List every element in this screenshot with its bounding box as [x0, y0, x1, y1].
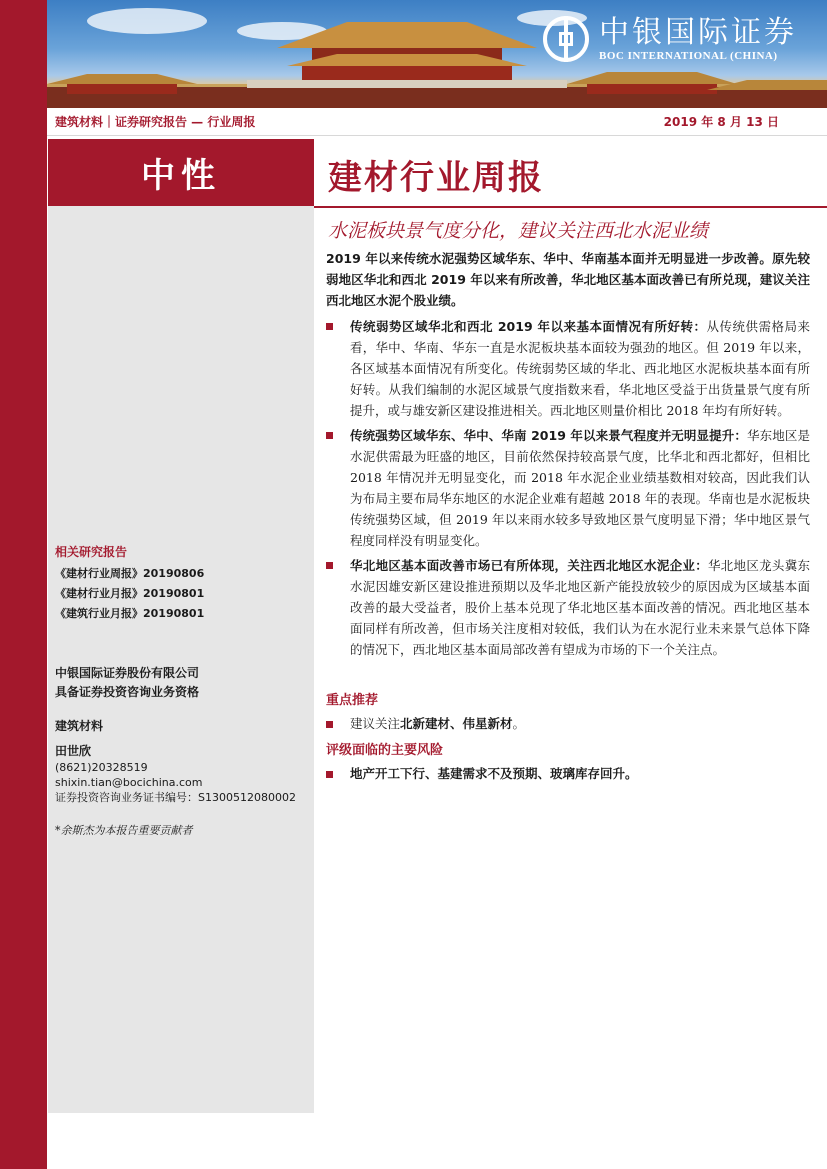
related-report-link[interactable]: 《建材行业月报》20190801: [55, 587, 205, 600]
bullet-square-icon: [326, 432, 333, 439]
contributor-note: *余斯杰为本报告重要贡献者: [55, 824, 193, 837]
risk-section: [326, 731, 810, 784]
page-title: 建材行业周报: [328, 158, 544, 198]
summary-paragraph: 2019 年以来传统水泥强势区域华东、华中、华南基本面并无明显进一步改善。原先较弱地区华北和西北 2019 年以来有所改善，华北地区基本面改善已有所兑现，建议关注西北地区水泥个股业绩。: [326, 251, 810, 308]
risk-heading: 评级面临的主要风险: [326, 743, 444, 758]
analyst-name: 田世欣: [55, 744, 92, 758]
recommendation-heading: 重点推荐: [326, 693, 379, 708]
sector-label: 建筑材料: [55, 719, 104, 733]
boc-emblem-icon: [543, 16, 589, 62]
analyst-license: 证券投资咨询业务证书编号：S1300512080002: [55, 791, 296, 804]
report-date: 2019 年 8 月 13 日: [663, 115, 779, 129]
list-item: [326, 425, 810, 551]
bullet-heading: 传统弱势区域华北和西北 2019 年以来基本面情况有所好转：: [350, 319, 707, 334]
sidebar-panel: [48, 206, 314, 1113]
bullet-square-icon: [326, 721, 333, 728]
recommendation-section: [326, 681, 810, 734]
bullet-heading: 华北地区基本面改善市场已有所体现，关注西北地区水泥企业：: [350, 558, 708, 573]
bullet-text: 从传统供需格局来看，华中、华南、华东一直是水泥板块基本面较为强劲的地区。但 2019 年以来，各区域基本面情况有所变化。传统弱势区域的华北、西北地区水泥板块基本面有所好转。从我们编制的水泥区域景气度指数来看，华北地区受益于出货量景气度有所提升，或与雄安新区建设推进相关。西北地区则量价相比 2018 年均有所好转。: [350, 319, 810, 418]
recommendation-stocks: 北新建材、伟星新材: [400, 716, 513, 731]
bullet-list: [326, 316, 810, 664]
recommendation-prefix: 建议关注: [350, 716, 401, 731]
risk-text: 地产开工下行、基建需求不及预期、玻璃库存回升。: [350, 766, 638, 781]
boci-logo: [543, 16, 797, 62]
bullet-square-icon: [326, 323, 333, 330]
company-info: [55, 664, 199, 702]
logo-chinese-name: 中银国际证券: [599, 15, 797, 50]
breadcrumb: 建筑材料｜证券研究报告 — 行业周报: [55, 115, 256, 129]
title-divider: [314, 206, 827, 208]
bullet-heading: 传统强势区域华东、华中、华南 2019 年以来景气程度并无明显提升：: [350, 428, 748, 443]
analyst-contact: [55, 760, 296, 805]
company-qualification: 具备证券投资咨询业务资格: [55, 685, 200, 699]
related-report-link[interactable]: 《建筑行业月报》20190801: [55, 607, 205, 620]
header-banner: [47, 0, 827, 108]
related-reports-heading: 相关研究报告: [55, 545, 128, 559]
company-name: 中银国际证券股份有限公司: [55, 666, 200, 680]
related-report-link[interactable]: 《建材行业周报》20190806: [55, 567, 205, 580]
list-item: [326, 555, 810, 660]
related-reports-list: [55, 564, 204, 624]
left-brand-strip: [0, 0, 47, 1169]
recommendation-suffix: 。: [512, 716, 526, 731]
analyst-phone: (8621)20328519: [55, 761, 148, 774]
bullet-square-icon: [326, 771, 333, 778]
bullet-square-icon: [326, 562, 333, 569]
list-item: [326, 316, 810, 421]
bullet-text: 华东地区是水泥供需最为旺盛的地区，目前依然保持较高景气度，比华北和西北都好，但相比 2018 年情况并无明显变化，而 2018 年水泥企业业绩基数相对较高，因此我们认为布局主要布局华东地区的水泥企业难有超越 2018 年的表现。华南也是水泥板块传统强势区域，但 2019 年以来雨水较多导致地区景气度明显下滑；华中地区景气程度同样没有明显变化。: [350, 428, 810, 548]
rating-badge: 中性: [48, 139, 314, 206]
analyst-email[interactable]: shixin.tian@bocichina.com: [55, 776, 203, 789]
list-item: [326, 764, 810, 784]
logo-english-name: BOC INTERNATIONAL (CHINA): [599, 50, 778, 62]
page-subtitle: 水泥板块景气度分化，建议关注西北水泥业绩: [328, 220, 709, 242]
report-meta-bar: [47, 108, 827, 136]
bullet-text: 华北地区龙头冀东水泥因雄安新区建设推进预期以及华北地区新产能投放较少的原因成为区域基本面改善的最大受益者，股价上基本兑现了华北地区基本面改善的情况。西北地区基本面同样有所改善，但市场关注度相对较低，我们认为在水泥行业未来景气总体下降的情况下，西北地区基本面局部改善有望成为市场的下一个关注点。: [350, 558, 810, 657]
